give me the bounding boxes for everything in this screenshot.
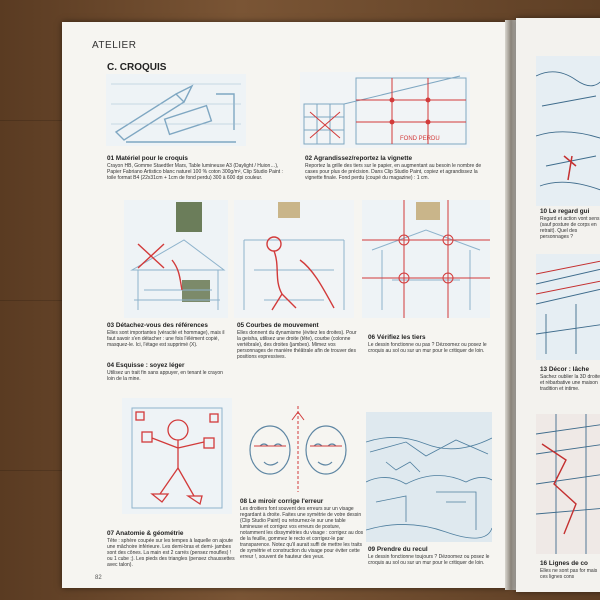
geisha-movement-sketch <box>234 200 354 318</box>
right-item-10-title: 10 Le regard gui <box>540 208 590 215</box>
right-item-16-title: 16 Lignes de co <box>540 560 588 567</box>
item-04-body: Utilisez un trait fin sans appuyer, en tenant le crayon loin de la mine. <box>107 370 223 382</box>
item-01-body: Crayon HB, Gomme Staedtler Mars, Table lumineuse A3 (Daylight / Huion…), Papier Fabriano Artistico blanc naturel 100 % coton 300g/m², Clip Studio Paint : toile format B4 (22x31cm + 1cm de fond perdu) 300 à 600 dpi couleur. <box>107 163 283 181</box>
item-07-body: Tête : sphère coupée sur les tempes à laquelle on ajoute une mâchoire inférieure. Les demi-bras et demi- jambes sont des cônes. La main est 2 carrés (pensez moufles) ! ou 1 cube ;). Les pieds des triangles (pensez chaussettes avec talon). <box>107 538 235 568</box>
right-item-10-body: Regard et action vont sens (sauf posture de corps en retrait). Quel des personnages ? <box>540 216 600 240</box>
temple-reference-sketch <box>124 200 228 318</box>
item-04-title: 04 Esquisse : soyez léger <box>107 362 185 369</box>
anatomy-geometry-sketch <box>122 398 232 514</box>
right-ink-illustration-1 <box>536 56 600 206</box>
item-02-body: Reportez la grille des tiers sur le papier, en augmentant au besoin le nombre de cases pour plus de précision. Dans Clip Studio Paint, copiez et agrandissez la vignette finale. Fond perdu (coupé du magazine) : 1 cm. <box>305 163 482 181</box>
item-03-body: Elles sont importantes (véracité et hommage), mais il faut savoir s'en détacher : une fois l'élément copié, masquez-le. Ici, l'étage est supprimé (X). <box>107 330 225 348</box>
right-ink-illustration-2 <box>536 254 600 360</box>
enlarge-grid-sketch <box>300 72 470 148</box>
magazine-left-page <box>62 22 510 588</box>
rubric-header: ATELIER <box>92 40 137 51</box>
landscape-recul-sketch <box>366 412 492 542</box>
right-item-16-body: Elles ne sont pas for mais ces lignes cons <box>540 568 598 580</box>
item-01-title: 01 Matériel pour le croquis <box>107 155 188 162</box>
mirror-faces-sketch <box>238 404 358 496</box>
item-06-title: 06 Vérifiez les tiers <box>368 334 426 341</box>
item-03-title: 03 Détachez-vous des références <box>107 322 208 329</box>
page-number: 82 <box>95 575 102 581</box>
right-item-13-body: Sachez oublier la 3D droite et rébarbative une maison tradition et intime. <box>540 374 600 392</box>
right-ink-illustration-3 <box>536 414 600 554</box>
thirds-check-sketch <box>362 200 490 318</box>
magazine-right-page <box>516 18 600 592</box>
item-09-body: Le dessin fonctionne toujours ? Dézoomez ou posez le croquis au sol ou sur un mur pour le critiquer de loin. <box>368 554 490 566</box>
fond-perdu-label: FOND PERDU <box>400 136 440 142</box>
item-06-body: Le dessin fonctionne ou pas ? Dézoomez ou posez le croquis au sol ou sur un mur pour le critiquer de loin. <box>368 342 487 354</box>
item-09-title: 09 Prendre du recul <box>368 546 428 553</box>
item-05-body: Elles donnent du dynamisme (évitez les droites). Pour la geisha, utilisez une droite (tête), courbe (colonne vertébrale), des droites (jambes). Mimez vos personnages de manière théâtrale afin de trouver des positions expressives. <box>237 330 357 360</box>
section-title: C. CROQUIS <box>107 62 167 73</box>
item-08-title: 08 Le miroir corrige l'erreur <box>240 498 324 505</box>
item-08-body: Les droitiers font souvent des erreurs sur un visage regardant à droite. Faites une symétrie de votre dessin (Clip Studio Paint) ou retournez-le sur une table lumineuse et corrigez vos erreurs de posture, notamment les dissymétries du visage : corrigez au dos de la feuille, gommez le recto et corrigez-le par transparence. Notez qu'il aurait suffi de mettre les traits de symétrie et construction du visage pour éviter cette erreur !, souvent de hauteur des yeux. <box>240 506 364 560</box>
pencil-eraser-sketch <box>106 74 246 146</box>
item-05-title: 05 Courbes de mouvement <box>237 322 319 329</box>
item-02-title: 02 Agrandissez/reportez la vignette <box>305 155 413 162</box>
item-07-title: 07 Anatomie & géométrie <box>107 530 184 537</box>
right-item-13-title: 13 Décor : lâche <box>540 366 590 373</box>
